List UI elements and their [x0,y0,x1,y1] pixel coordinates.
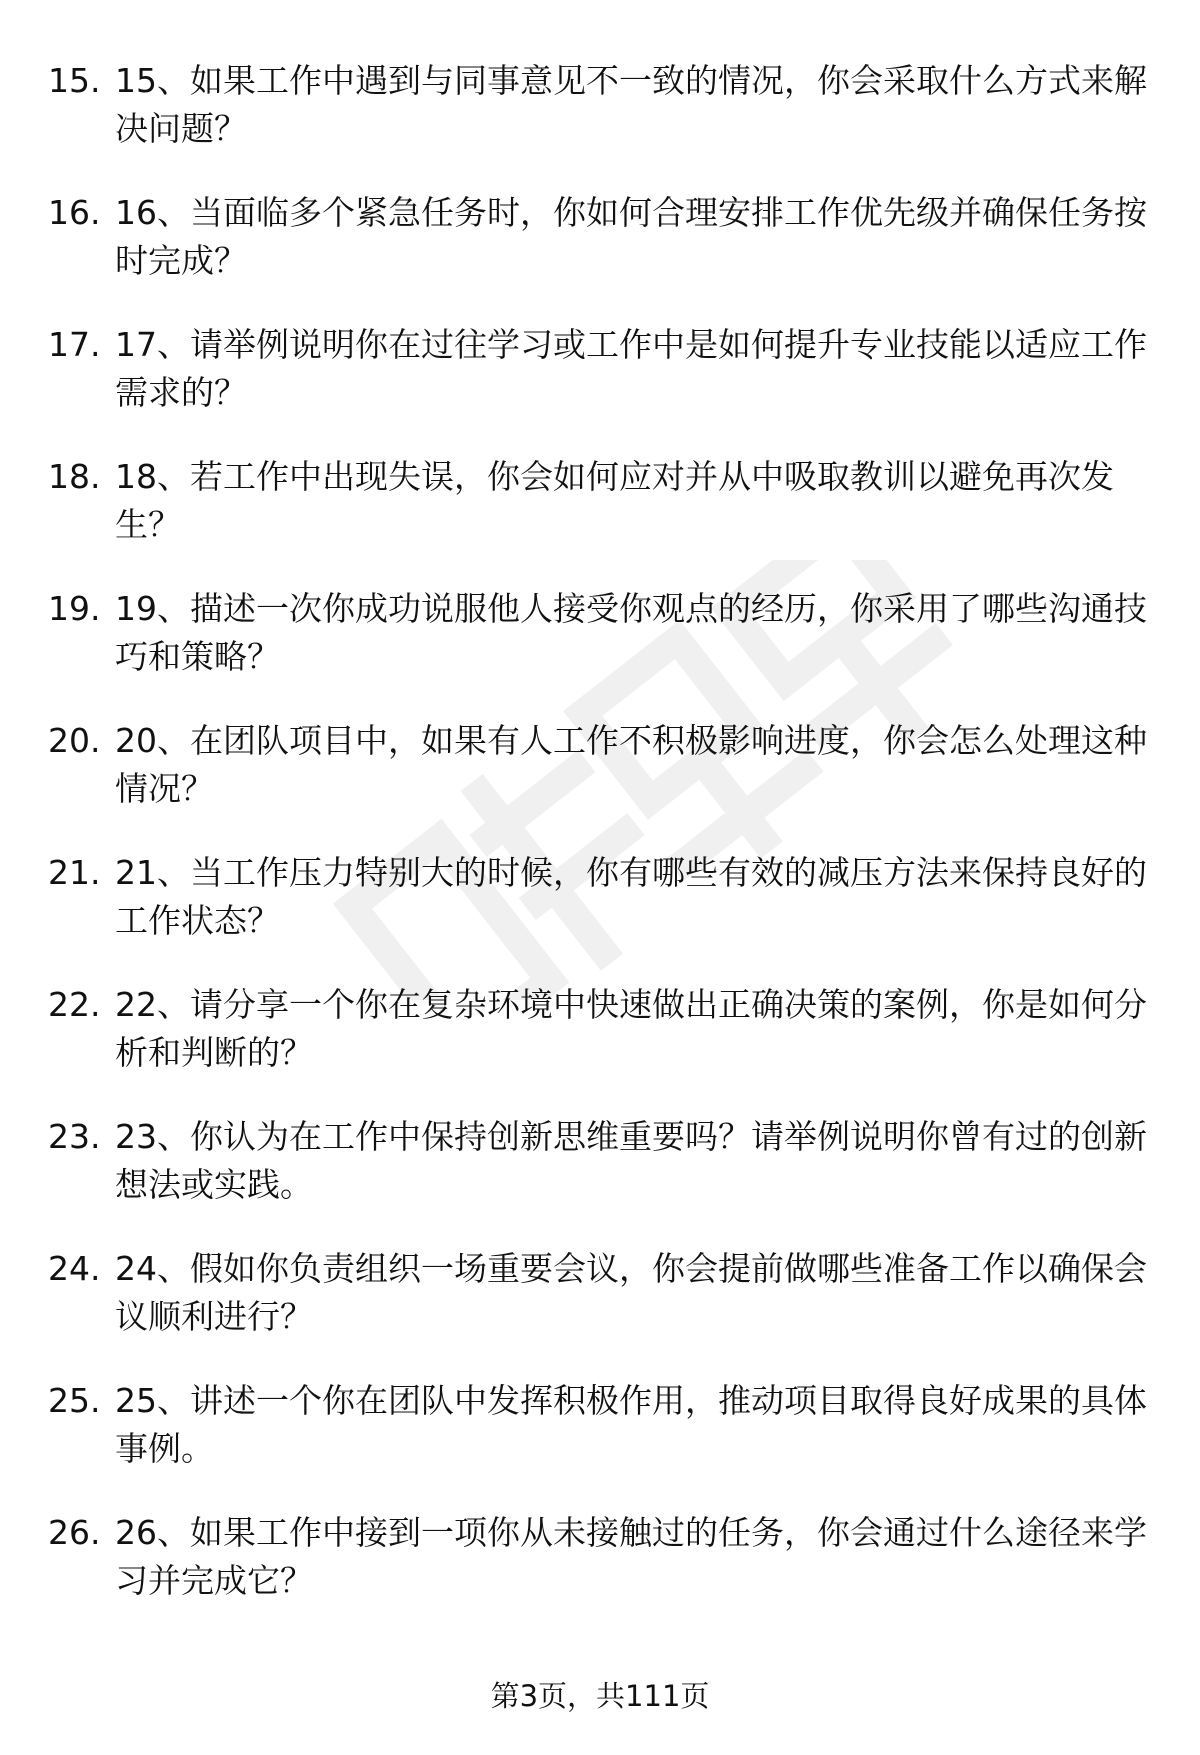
question-item [48,717,1158,849]
question-text: 17、请举例说明你在过往学习或工作中是如何提升专业技能以适应工作需求的？ [115,325,1147,412]
question-text: 25、讲述一个你在团队中发挥积极作用，推动项目取得良好成果的具体事例。 [115,1381,1147,1468]
question-number: 15. [48,61,101,100]
question-item [48,981,1158,1113]
question-number: 23. [48,1117,101,1156]
question-item [48,189,1158,321]
question-item [48,321,1158,453]
question-number: 19. [48,589,101,628]
question-item [48,57,1158,189]
question-item [48,1245,1158,1377]
question-item [48,453,1158,585]
question-number: 20. [48,721,101,760]
question-number: 21. [48,853,101,892]
question-text: 26、如果工作中接到一项你从未接触过的任务，你会通过什么途径来学习并完成它？ [115,1513,1147,1600]
question-text: 23、你认为在工作中保持创新思维重要吗？请举例说明你曾有过的创新想法或实践。 [115,1117,1147,1204]
question-number: 18. [48,457,101,496]
question-text: 16、当面临多个紧急任务时，你如何合理安排工作优先级并确保任务按时完成？ [115,193,1147,280]
question-item [48,849,1158,981]
page-footer [0,1676,1200,1716]
question-list [48,57,1158,1641]
question-item [48,1377,1158,1509]
question-text: 24、假如你负责组织一场重要会议，你会提前做哪些准备工作以确保会议顺利进行？ [115,1249,1147,1336]
question-text: 22、请分享一个你在复杂环境中快速做出正确决策的案例，你是如何分析和判断的？ [115,985,1147,1072]
question-item [48,585,1158,717]
question-text: 18、若工作中出现失误，你会如何应对并从中吸取教训以避免再次发生？ [115,457,1114,544]
question-number: 24. [48,1249,101,1288]
question-text: 20、在团队项目中，如果有人工作不积极影响进度，你会怎么处理这种情况？ [115,721,1147,808]
question-item [48,1509,1158,1641]
question-number: 26. [48,1513,101,1552]
question-text: 21、当工作压力特别大的时候，你有哪些有效的减压方法来保持良好的工作状态？ [115,853,1147,940]
question-number: 22. [48,985,101,1024]
question-item [48,1113,1158,1245]
question-number: 17. [48,325,101,364]
question-number: 25. [48,1381,101,1420]
question-text: 19、描述一次你成功说服他人接受你观点的经历，你采用了哪些沟通技巧和策略？ [115,589,1147,676]
question-text: 15、如果工作中遇到与同事意见不一致的情况，你会采取什么方式来解决问题？ [115,61,1147,148]
page-number-label: 第3页，共111页 [490,1679,710,1713]
question-number: 16. [48,193,101,232]
